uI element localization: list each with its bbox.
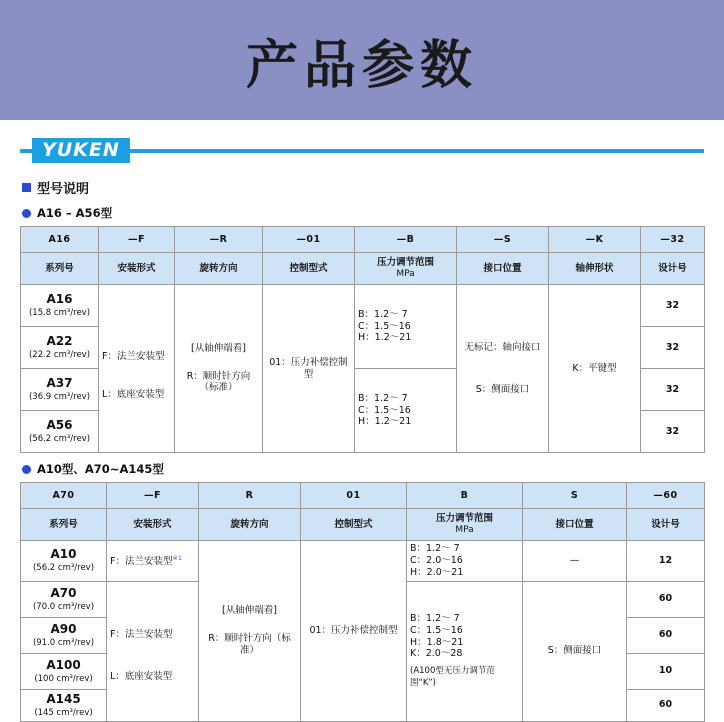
model-cell bbox=[21, 653, 107, 689]
header-cell: 轴伸形状 bbox=[549, 253, 641, 285]
model-displacement: (91.0 cm³/rev) bbox=[32, 637, 95, 648]
mount-option-f: F：法兰安装型 bbox=[110, 629, 173, 641]
model-displacement: (100 cm³/rev) bbox=[34, 673, 93, 684]
code-cell: —K bbox=[549, 227, 641, 253]
rotation-value: R：顺时针方向（标准） bbox=[208, 632, 291, 656]
table-row bbox=[21, 285, 705, 327]
pressure-option: H：1.2～21 bbox=[358, 416, 412, 428]
header-pressure-unit: MPa bbox=[396, 268, 415, 279]
header-cell: 系列号 bbox=[21, 253, 99, 285]
code-cell: A16 bbox=[21, 227, 99, 253]
code-cell: —B bbox=[355, 227, 457, 253]
control-cell: 01：压力补偿控制型 bbox=[263, 285, 355, 453]
pressure-cell-first bbox=[407, 541, 523, 582]
mount-option-l: L：底座安装型 bbox=[110, 671, 173, 683]
square-bullet-icon bbox=[22, 183, 31, 192]
port-cell: S：侧面接口 bbox=[523, 581, 627, 721]
pressure-option: C：2.0～16 bbox=[410, 554, 463, 566]
brand-bar bbox=[20, 138, 704, 164]
code-cell: —F bbox=[99, 227, 175, 253]
code-cell: —S bbox=[457, 227, 549, 253]
header-pressure-unit: MPa bbox=[455, 524, 474, 535]
header-cell: 旋转方向 bbox=[175, 253, 263, 285]
table-row-headers bbox=[21, 253, 705, 285]
pressure-option: C：1.5～16 bbox=[358, 320, 411, 332]
model-cell bbox=[21, 327, 99, 369]
design-cell: 60 bbox=[627, 617, 705, 653]
mount-cell bbox=[99, 285, 175, 453]
header-cell: 控制型式 bbox=[301, 509, 407, 541]
model-name: A10 bbox=[50, 547, 77, 562]
mount-option-f: F：法兰安装型 bbox=[102, 350, 165, 362]
header-cell: 控制型式 bbox=[263, 253, 355, 285]
model-name: A70 bbox=[50, 585, 77, 600]
shaft-cell: K：平键型 bbox=[549, 285, 641, 453]
header-pressure-label: 压力调节范围 bbox=[435, 512, 493, 524]
header-cell: 设计号 bbox=[627, 509, 705, 541]
model-displacement: (22.2 cm³/rev) bbox=[28, 350, 91, 361]
code-cell: —01 bbox=[263, 227, 355, 253]
code-cell: —F bbox=[107, 483, 199, 509]
code-cell: A70 bbox=[21, 483, 107, 509]
rotation-value: R：顺时针方向（标准） bbox=[186, 370, 251, 394]
mount-option-l: L：底座安装型 bbox=[102, 388, 165, 400]
page-banner bbox=[0, 0, 724, 120]
model-displacement: (56.2 cm³/rev) bbox=[32, 563, 95, 574]
spec-table-a16-a56 bbox=[20, 226, 705, 453]
subheading-table2-label: A10型、A70~A145型 bbox=[37, 462, 164, 476]
model-cell bbox=[21, 581, 107, 617]
code-cell: R bbox=[199, 483, 301, 509]
header-cell: 安装形式 bbox=[99, 253, 175, 285]
model-cell bbox=[21, 689, 107, 721]
code-cell: B bbox=[407, 483, 523, 509]
table-row-codes bbox=[21, 227, 705, 253]
model-displacement: (36.9 cm³/rev) bbox=[28, 392, 91, 403]
model-displacement: (15.8 cm³/rev) bbox=[28, 308, 91, 319]
port-cell-first: — bbox=[523, 541, 627, 582]
rotation-cell bbox=[175, 285, 263, 453]
model-name: A90 bbox=[50, 621, 77, 636]
design-cell: 32 bbox=[641, 285, 705, 327]
model-cell bbox=[21, 617, 107, 653]
dot-bullet-icon bbox=[22, 209, 31, 218]
design-cell: 12 bbox=[627, 541, 705, 582]
rotation-cell bbox=[199, 541, 301, 722]
mount-cell bbox=[107, 581, 199, 721]
model-name: A56 bbox=[46, 418, 73, 433]
section-heading-label: 型号说明 bbox=[37, 182, 90, 197]
model-name: A145 bbox=[46, 691, 81, 706]
model-name: A16 bbox=[46, 292, 73, 307]
code-cell: —60 bbox=[627, 483, 705, 509]
table-row-codes bbox=[21, 483, 705, 509]
pressure-option: B：1.2～ 7 bbox=[358, 308, 408, 320]
code-cell: S bbox=[523, 483, 627, 509]
header-cell-pressure bbox=[407, 509, 523, 541]
design-cell: 32 bbox=[641, 411, 705, 453]
section-heading-model-description bbox=[22, 178, 724, 197]
port-option-none: 无标记：轴向接口 bbox=[464, 341, 541, 353]
design-cell: 60 bbox=[627, 581, 705, 617]
table-row-headers bbox=[21, 509, 705, 541]
pressure-option: C：1.5～16 bbox=[358, 404, 411, 416]
header-cell-pressure bbox=[355, 253, 457, 285]
control-cell: 01：压力补偿控制型 bbox=[301, 541, 407, 722]
model-name: A37 bbox=[46, 376, 73, 391]
header-cell: 系列号 bbox=[21, 509, 107, 541]
header-cell: 旋转方向 bbox=[199, 509, 301, 541]
page-title: 产品参数 bbox=[245, 35, 478, 96]
model-displacement: (70.0 cm³/rev) bbox=[32, 601, 95, 612]
model-cell bbox=[21, 285, 99, 327]
yuken-logo: YUKEN bbox=[32, 138, 130, 163]
model-cell bbox=[21, 541, 107, 582]
footnote-marker: ※1 bbox=[172, 553, 183, 562]
pressure-option: H：1.8～21 bbox=[410, 636, 464, 648]
pressure-cell bbox=[407, 581, 523, 721]
design-cell: 32 bbox=[641, 369, 705, 411]
header-cell: 设计号 bbox=[641, 253, 705, 285]
pressure-option: K：2.0～28 bbox=[410, 648, 463, 660]
model-cell bbox=[21, 411, 99, 453]
pressure-cell bbox=[355, 285, 457, 369]
mount-option-f: F：法兰安装型 bbox=[110, 555, 173, 567]
header-cell: 接口位置 bbox=[457, 253, 549, 285]
mount-cell-first bbox=[107, 541, 199, 582]
model-displacement: (56.2 cm³/rev) bbox=[28, 434, 91, 445]
pressure-option: B：1.2～ 7 bbox=[410, 543, 460, 554]
design-cell: 32 bbox=[641, 327, 705, 369]
rotation-note: [从轴伸端看] bbox=[191, 342, 246, 354]
design-cell: 10 bbox=[627, 653, 705, 689]
header-pressure-label: 压力调节范围 bbox=[376, 256, 434, 268]
model-name: A22 bbox=[46, 334, 73, 349]
code-cell: —R bbox=[175, 227, 263, 253]
port-option-side: S：侧面接口 bbox=[475, 383, 530, 395]
pressure-note: (A100型无压力调节范围“K”) bbox=[410, 666, 495, 688]
subheading-table1-label: A16 – A56型 bbox=[37, 206, 113, 220]
pressure-option: B：1.2～ 7 bbox=[358, 392, 408, 404]
code-cell: 01 bbox=[301, 483, 407, 509]
model-cell bbox=[21, 369, 99, 411]
header-cell: 安装形式 bbox=[107, 509, 199, 541]
rotation-note: [从轴伸端看] bbox=[222, 604, 277, 616]
pressure-option: B：1.2～ 7 bbox=[410, 612, 460, 624]
design-cell: 60 bbox=[627, 689, 705, 721]
pressure-option: C：1.5～16 bbox=[410, 624, 463, 636]
pressure-cell bbox=[355, 369, 457, 453]
port-cell bbox=[457, 285, 549, 453]
model-name: A100 bbox=[46, 657, 81, 672]
pressure-option: H：2.0～21 bbox=[410, 566, 464, 578]
dot-bullet-icon bbox=[22, 465, 31, 474]
spec-table-a10-a145 bbox=[20, 482, 705, 722]
model-displacement: (145 cm³/rev) bbox=[34, 707, 93, 718]
table-row bbox=[21, 541, 705, 582]
pressure-option: H：1.2～21 bbox=[358, 332, 412, 344]
subheading-table2 bbox=[22, 461, 724, 477]
subheading-table1 bbox=[22, 205, 724, 221]
header-cell: 接口位置 bbox=[523, 509, 627, 541]
code-cell: —32 bbox=[641, 227, 705, 253]
